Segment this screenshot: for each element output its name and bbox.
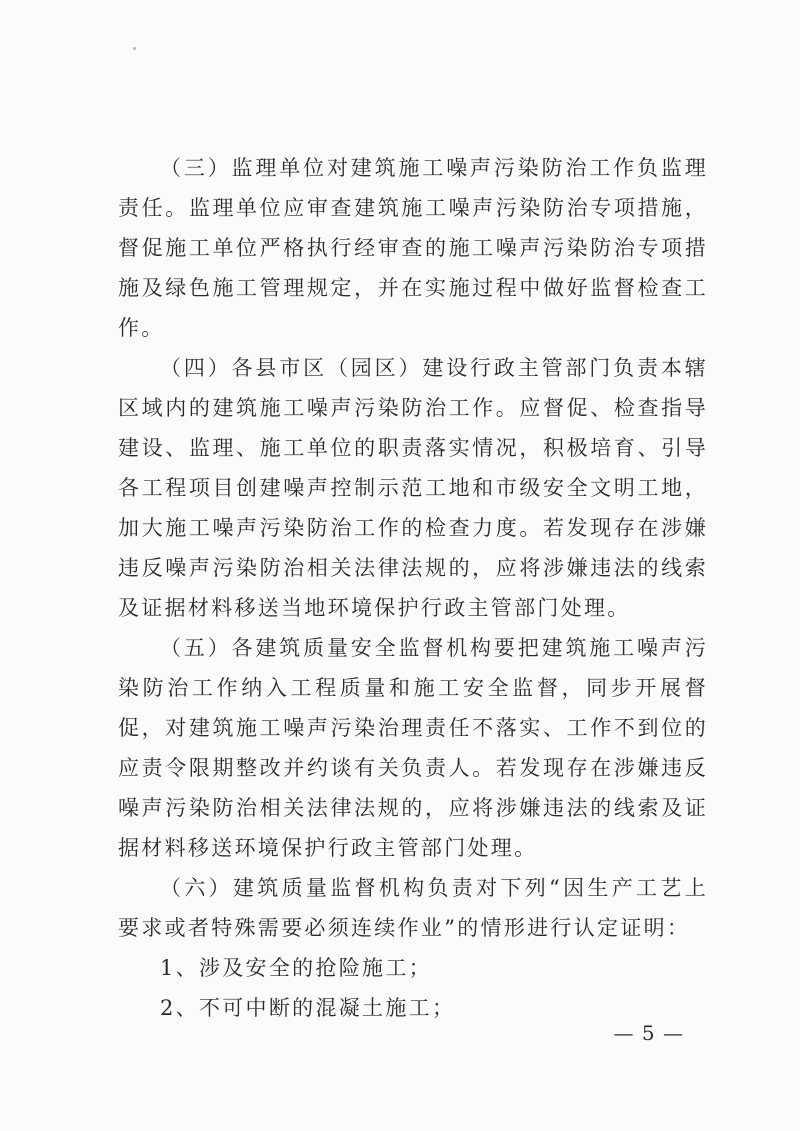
paragraph-supervision-unit: （三）监理单位对建筑施工噪声污染防治工作负监理责任。监理单位应审查建筑施工噪声污染防治专项措施，督促施工单位严格执行经审查的施工噪声污染防治专项措施及绿色施工管理规定，并在实施过程中做好监督检查工作。 xyxy=(118,156,708,340)
paragraph-quality-supervision-certification: （六）建筑质量监督机构负责对下列“因生产工艺上要求或者特殊需要必须连续作业”的情形进行认定证明： xyxy=(118,876,708,940)
page-number: — 5 — xyxy=(613,1021,684,1045)
list-item-concrete-construction: 2、不可中断的混凝土施工； xyxy=(160,996,456,1020)
scan-speck xyxy=(133,47,136,50)
list-item-emergency-construction: 1、涉及安全的抢险施工； xyxy=(160,956,432,980)
paragraph-quality-safety-agency: （五）各建筑质量安全监督机构要把建筑施工噪声污染防治工作纳入工程质量和施工安全监督，同步开展督促，对建筑施工噪声污染治理责任不落实、工作不到位的应责令限期整改并约谈有关负责人。若发现存在涉嫌违反噪声污染防治相关法律法规的，应将涉嫌违法的线索及证据材料移送环境保护行政主管部门处理。 xyxy=(118,636,708,860)
paragraph-county-authority: （四）各县市区（园区）建设行政主管部门负责本辖区域内的建筑施工噪声污染防治工作。应督促、检查指导建设、监理、施工单位的职责落实情况，积极培育、引导各工程项目创建噪声控制示范工地和市级安全文明工地，加大施工噪声污染防治工作的检查力度。若发现存在涉嫌违反噪声污染防治相关法律法规的，应将涉嫌违法的线索及证据材料移送当地环境保护行政主管部门处理。 xyxy=(118,356,708,620)
body-text xyxy=(118,148,708,1028)
